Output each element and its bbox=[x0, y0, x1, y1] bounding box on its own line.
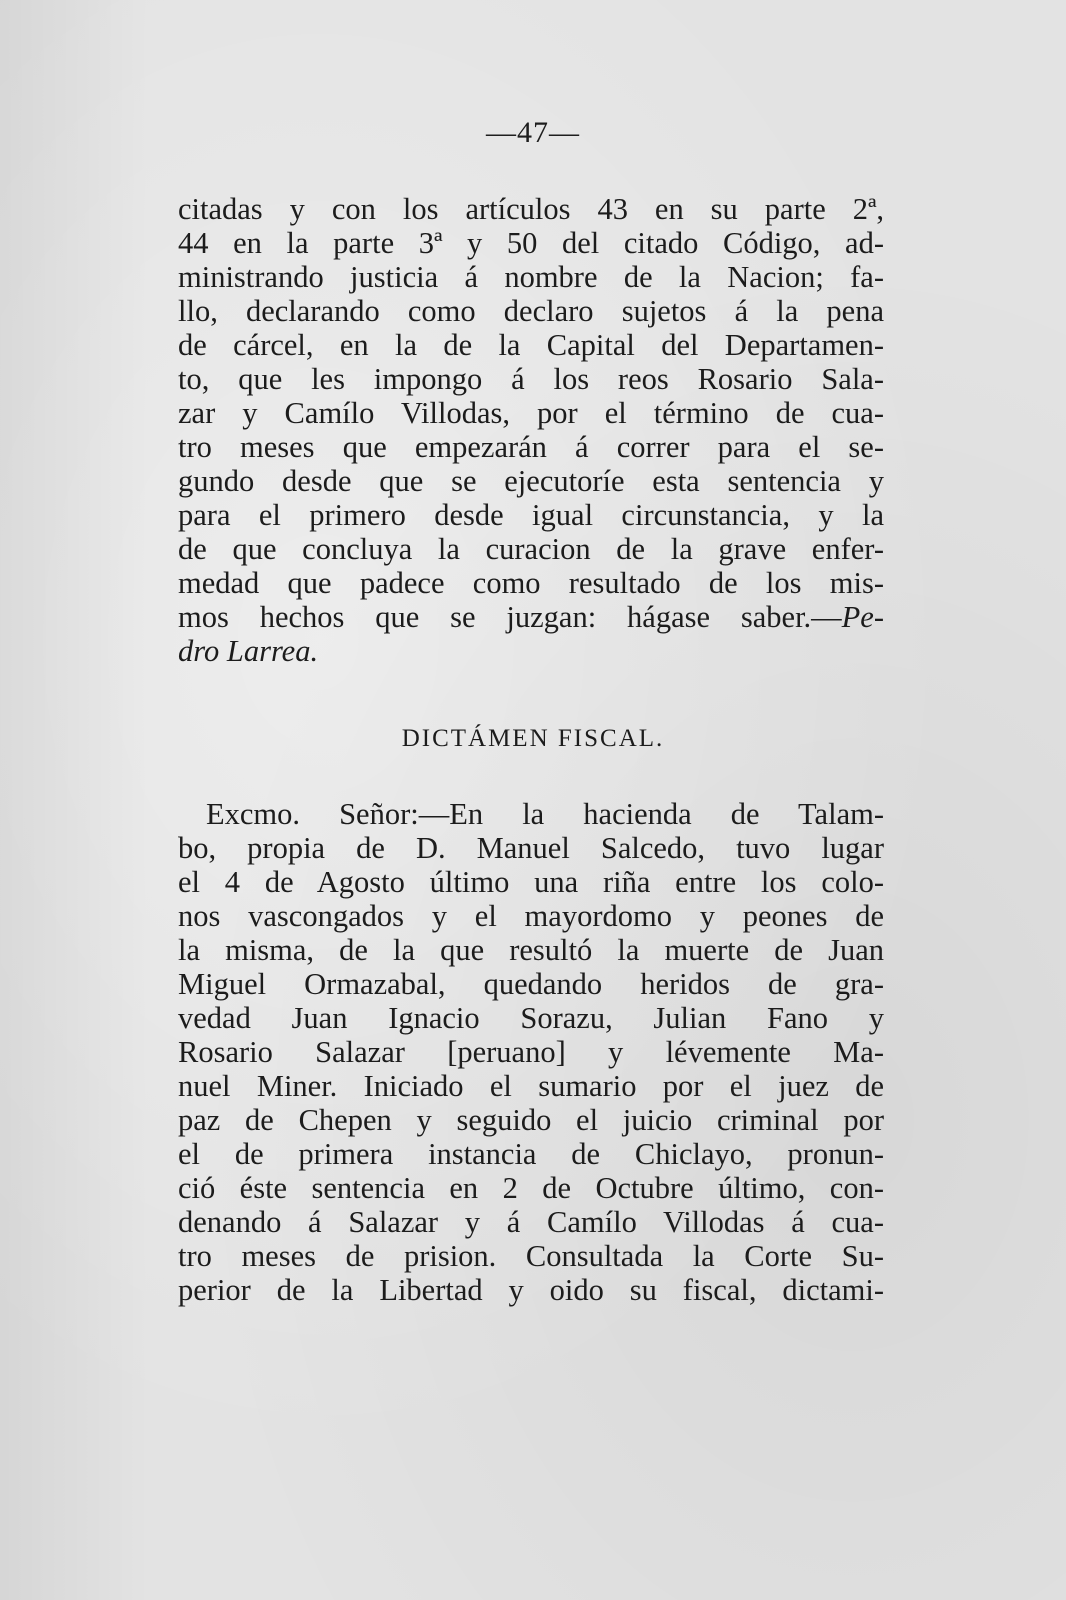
text-line bbox=[178, 600, 884, 634]
text-line: bo, propia de D. Manuel Salcedo, tuvo lugar bbox=[178, 831, 884, 865]
text-line: de cárcel, en la de la Capital del Departamen- bbox=[178, 328, 884, 362]
text-line: perior de la Libertad y oido su fiscal, dictami- bbox=[178, 1273, 884, 1307]
text-line: paz de Chepen y seguido el juicio criminal por bbox=[178, 1103, 884, 1137]
text-line: nos vascongados y el mayordomo y peones de bbox=[178, 899, 884, 933]
text-line: 44 en la parte 3ª y 50 del citado Código, ad- bbox=[178, 226, 884, 260]
text-line: tro meses que empezarán á correr para el se- bbox=[178, 430, 884, 464]
text-line: el 4 de Agosto último una riña entre los colo- bbox=[178, 865, 884, 899]
text-segment: mos hechos que se juzgan: hágase saber.— bbox=[178, 600, 842, 634]
text-line: denando á Salazar y á Camílo Villodas á cua- bbox=[178, 1205, 884, 1239]
text-line: Excmo. Señor:—En la hacienda de Talam- bbox=[206, 797, 884, 831]
text-line: ció éste sentencia en 2 de Octubre último, con- bbox=[178, 1171, 884, 1205]
page-number: —47— bbox=[486, 116, 580, 149]
paragraph-sentence bbox=[178, 192, 884, 668]
page-shadow bbox=[0, 0, 150, 1600]
signature-part: Pe- bbox=[841, 600, 884, 634]
text-line: citadas y con los artículos 43 en su parte 2ª, bbox=[178, 192, 884, 226]
text-line: to, que les impongo á los reos Rosario Sala- bbox=[178, 362, 884, 396]
signature-line: dro Larrea. bbox=[178, 634, 319, 668]
text-line: para el primero desde igual circunstancia, y la bbox=[178, 498, 884, 532]
text-line: el de primera instancia de Chiclayo, pronun- bbox=[178, 1137, 884, 1171]
text-line: gundo desde que se ejecutoríe esta sentencia y bbox=[178, 464, 884, 498]
text-line: de que concluya la curacion de la grave enfer- bbox=[178, 532, 884, 566]
text-line: llo, declarando como declaro sujetos á la pena bbox=[178, 294, 884, 328]
text-line: Miguel Ormazabal, quedando heridos de gra- bbox=[178, 967, 884, 1001]
text-line: Rosario Salazar [peruano] y lévemente Ma- bbox=[178, 1035, 884, 1069]
text-line: vedad Juan Ignacio Sorazu, Julian Fano y bbox=[178, 1001, 884, 1035]
paragraph-dictamen bbox=[178, 797, 884, 1307]
text-line: ministrando justicia á nombre de la Nacion; fa- bbox=[178, 260, 884, 294]
text-line: nuel Miner. Iniciado el sumario por el juez de bbox=[178, 1069, 884, 1103]
text-line: la misma, de la que resultó la muerte de Juan bbox=[178, 933, 884, 967]
text-line: zar y Camílo Villodas, por el término de cua- bbox=[178, 396, 884, 430]
text-line: medad que padece como resultado de los mis- bbox=[178, 566, 884, 600]
text-line: tro meses de prision. Consultada la Corte Su- bbox=[178, 1239, 884, 1273]
section-heading: DICTÁMEN FISCAL. bbox=[401, 725, 665, 752]
